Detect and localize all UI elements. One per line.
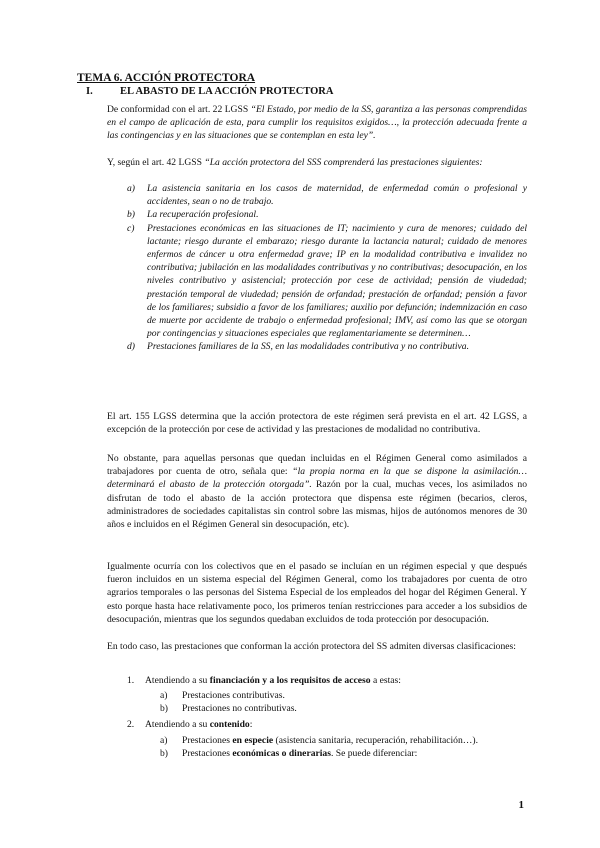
paragraph-art155: El art. 155 LGSS determina que la acción protectora de este régimen será prevista en el art. 42 LGSS, a excepción de la protección por cese de actividad y las prestaciones de modalidad no contributiva. — [107, 411, 527, 436]
paragraph-art42: Y, según el art. 42 LGSS “La acción protectora del SSS comprenderá las prestaciones siguientes: — [107, 157, 483, 168]
classification-2: 2. Atendiendo a su contenido: — [127, 719, 253, 730]
paragraph-art22: De conformidad con el art. 22 LGSS “El Estado, por medio de la SS, garantiza a las personas comprendidas en el campo de aplicación de esta, para cumplir los requisitos exigidos…, la protección adecuada frente a las contingencias y en las situaciones que se contemplan en esta ley”. — [107, 104, 528, 142]
section-heading — [86, 86, 333, 97]
paragraph-clasificaciones: En todo caso, las prestaciones que conforman la acción protectora del SS admiten diversas clasificaciones: — [107, 641, 516, 652]
section-number: I. — [86, 86, 93, 97]
document-title: TEMA 6. ACCIÓN PROTECTORA — [77, 72, 256, 84]
list-item: a) Prestaciones contributivas. — [160, 690, 285, 701]
classification-2-items — [160, 734, 530, 760]
classification-1-items — [160, 689, 530, 715]
paragraph-asimilados: No obstante, para aquellas personas que quedan incluidas en el Régimen General como asimilados a trabajadores por cuenta de otro, señala que: “la propia norma en la que se dispone la asimilación… determinará el abasto de la protección otorgada”. Razón por la cual, muchas veces, los asimilados no disfrutan de todo el abasto de la acción protectora que dispensa este régimen (becarios, cleros, administradores de sociedades capitalistas sin control sobre las mismas, hijos de autónomos menores de 30 años e incluidos en el Régimen General sin desocupación, etc). — [107, 453, 527, 531]
section-title: EL ABASTO DE LA ACCIÓN PROTECTORA — [120, 86, 334, 97]
list-item: b) La recuperación profesional. — [127, 209, 259, 221]
list-item: a) Prestaciones en especie (asistencia sanitaria, recuperación, rehabilitación…). — [160, 735, 478, 746]
benefits-list — [127, 182, 527, 354]
paragraph-colectivos: Igualmente ocurría con los colectivos que en el pasado se incluían en un régimen especial y que después fueron incluidos en un sistema especial del Régimen General, como los trabajadores por cuenta de otro agrarios temporales o las personas del Sistema Especial de los empleados del hogar del Régimen General. Y esto porque hasta hace relativamente poco, los primeros tenían restricciones para acceder a los subsidios de desocupación, mientras que los segundos quedaban excluidos de toda protección por desocupación. — [107, 561, 527, 625]
classification-1: 1. Atendiendo a su financiación y a los requisitos de acceso a estas: — [127, 675, 401, 686]
list-item: c) Prestaciones económicas en las situaciones de IT; nacimiento y cura de menores; cuidado del lactante; riesgo durante el embarazo; riesgo durante la lactancia natural; cuidado de menores enfermos de cáncer u otra enfermedad grave; IP en la modalidad contributiva e invalidez no contributiva; jubilación en las modalidades contributivas y no contributivas; desocupación, en los niveles contributivo y asistencial; protección por cese de actividad; pensión de viudedad; prestación temporal de viudedad; pensión de orfandad; prestación de orfandad; pensión a favor de los familiares; subsidio a favor de los familiares; auxilio por defunción; indemnización en caso de muerte por accidente de trabajo o enfermedad profesional; IMV, así como las que se otorgan por contingencias y situaciones especiales que reglamentariamente se determinen… — [127, 222, 527, 340]
list-item: b) Prestaciones no contributivas. — [160, 703, 297, 715]
list-item: b) Prestaciones económicas o dinerarias. Se puede diferenciar: — [160, 748, 418, 760]
list-item: d) Prestaciones familiares de la SS, en las modalidades contributiva y no contributiva. — [127, 341, 469, 353]
page-number: 1 — [518, 799, 524, 811]
list-item: a) La asistencia sanitaria en los casos de maternidad, de enfermedad común o profesional y accidentes, sean o no de trabajo. — [127, 183, 527, 208]
